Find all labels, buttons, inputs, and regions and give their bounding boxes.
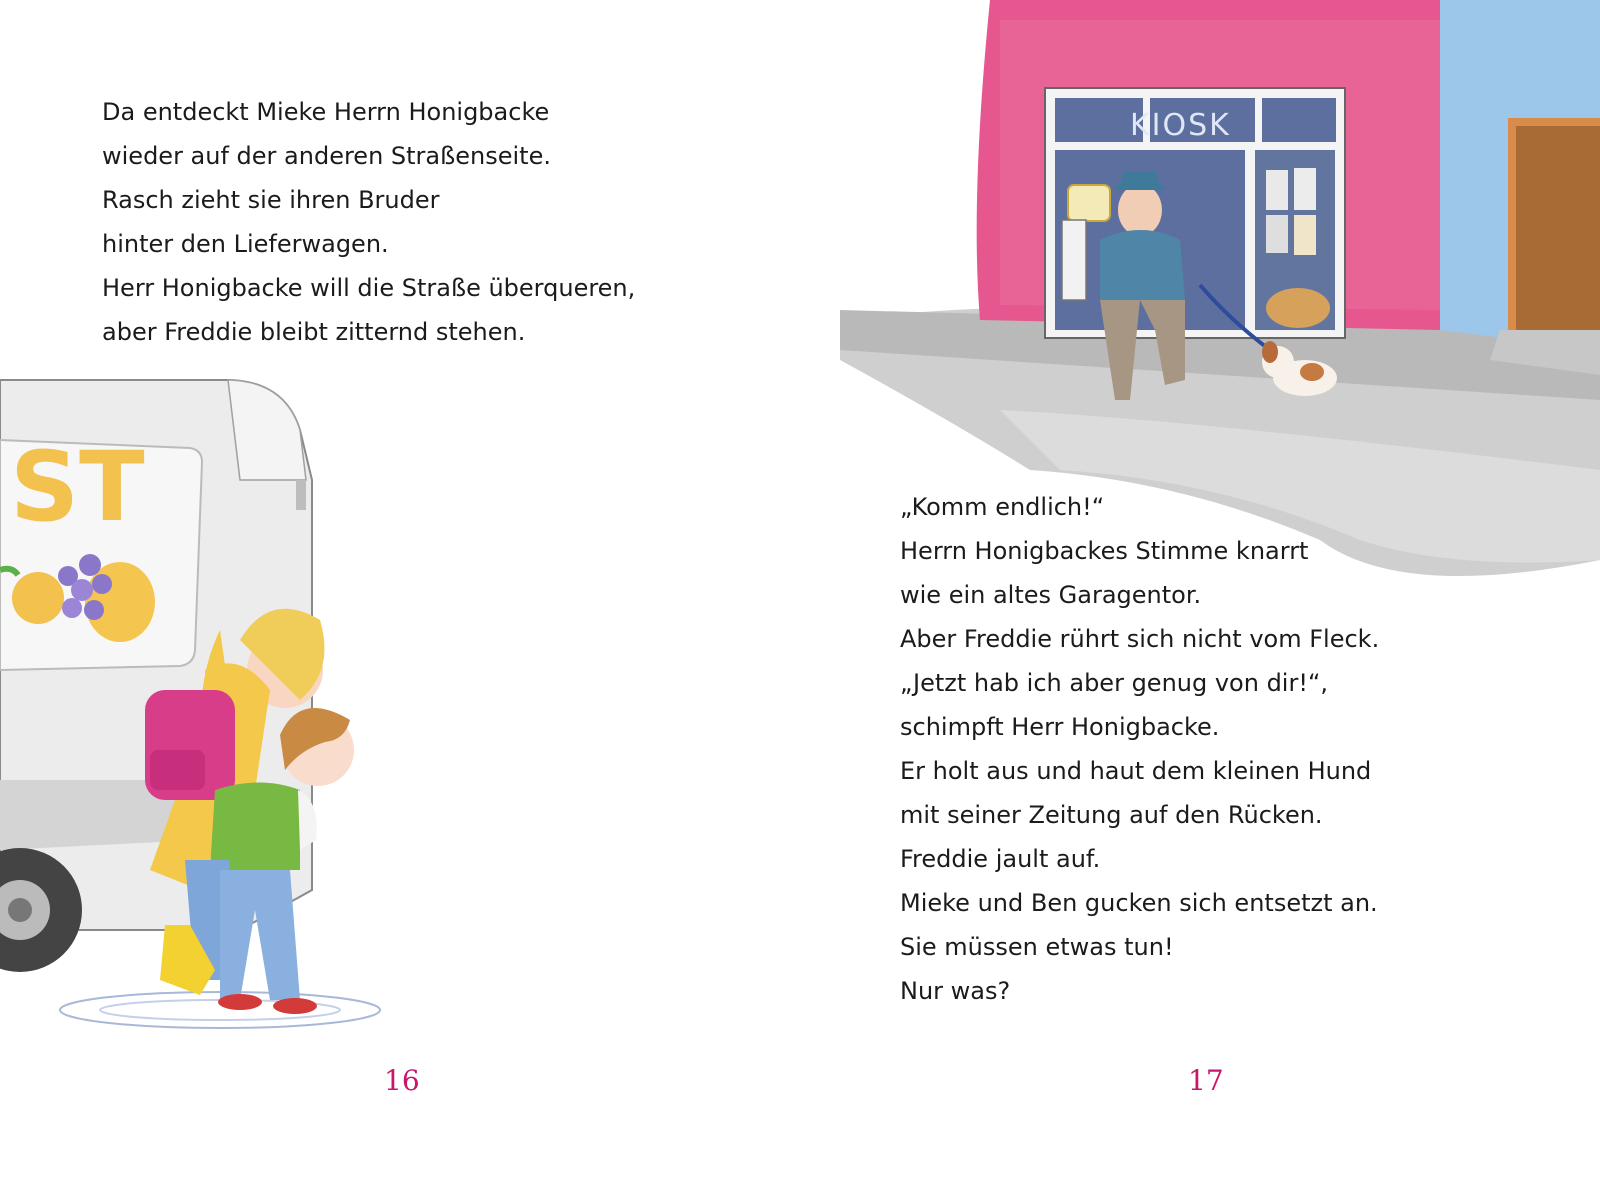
text-line: Freddie jault auf. <box>900 845 1101 873</box>
text-line: hinter den Lieferwagen. <box>102 230 389 258</box>
page-number-17: 17 <box>1188 1064 1224 1097</box>
page-number-16: 16 <box>384 1064 420 1097</box>
text-line: wieder auf der anderen Straßenseite. <box>102 142 551 170</box>
text-line: Rasch zieht sie ihren Bruder <box>102 186 440 214</box>
text-line: Herrn Honigbackes Stimme knarrt <box>900 537 1309 565</box>
text-line: Sie müssen etwas tun! <box>900 933 1174 961</box>
story-text-page-16 <box>102 90 635 354</box>
text-line: Nur was? <box>900 977 1011 1005</box>
text-line: mit seiner Zeitung auf den Rücken. <box>900 801 1323 829</box>
text-line: Aber Freddie rührt sich nicht vom Fleck. <box>900 625 1380 653</box>
van-illustration <box>0 370 420 1050</box>
text-line: Er holt aus und haut dem kleinen Hund <box>900 757 1372 785</box>
kiosk-sign: KIOSK <box>1130 108 1231 143</box>
van-lettering: ST <box>10 431 145 543</box>
story-text-page-17 <box>900 485 1379 1013</box>
text-line: „Jetzt hab ich aber genug von dir!“, <box>900 669 1329 697</box>
text-line: aber Freddie bleibt zitternd stehen. <box>102 318 526 346</box>
text-line: Mieke und Ben gucken sich entsetzt an. <box>900 889 1378 917</box>
right-page <box>800 0 1600 1186</box>
text-line: wie ein altes Garagentor. <box>900 581 1202 609</box>
text-line: „Komm endlich!“ <box>900 493 1105 521</box>
text-line: Herr Honigbacke will die Straße überqueren, <box>102 274 636 302</box>
text-line: Da entdeckt Mieke Herrn Honigbacke <box>102 98 550 126</box>
text-line: schimpft Herr Honigbacke. <box>900 713 1220 741</box>
